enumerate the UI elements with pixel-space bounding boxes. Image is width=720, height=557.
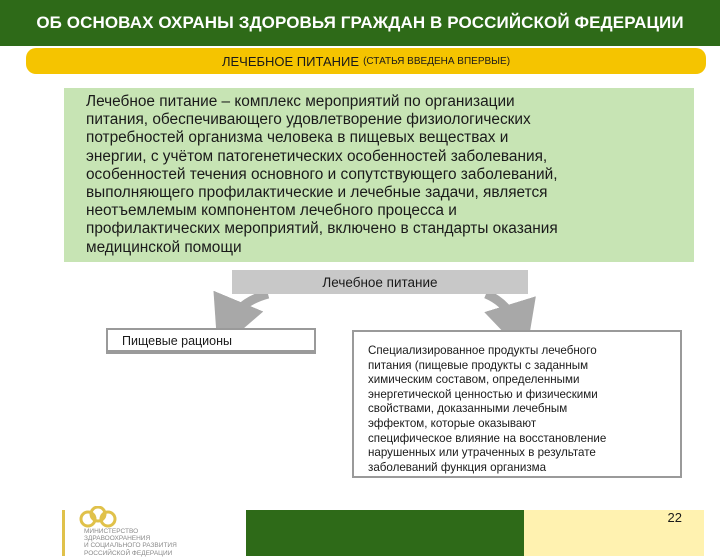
logo-line: И СОЦИАЛЬНОГО РАЗВИТИЯ — [84, 542, 177, 550]
ministry-logo-text — [84, 528, 194, 557]
definition-line: медицинской помощи — [86, 238, 242, 256]
page-number: 22 — [667, 510, 682, 525]
definition-line: профилактических мероприятий, включено в стандарты оказания — [86, 220, 558, 238]
definition-line: потребностей организма человека в пищевых веществах и — [86, 129, 509, 147]
diagram-root-box — [232, 270, 528, 294]
diagram-left-label: Пищевые рационы — [122, 334, 232, 348]
definition-line: особенностей течения основного и сопутствующего заболеваний, — [86, 165, 558, 183]
logo-line: ЗДРАВООХРАНЕНИЯ — [84, 535, 151, 543]
diagram-right-line: химическим составом, определенными — [368, 373, 580, 387]
diagram-root-label: Лечебное питание — [322, 274, 438, 290]
definition-line: Лечебное питание – комплекс мероприятий по организации — [86, 93, 515, 110]
definition-line: питания, обеспечивающего удовлетворение физиологических — [86, 111, 531, 129]
diagram-right-line: питания (пищевые продукты с заданным — [368, 358, 589, 372]
diagram-right-line: заболеваний функция организма — [368, 460, 547, 474]
footer-accent-bar — [62, 510, 65, 556]
section-title: ЛЕЧЕБНОЕ ПИТАНИЕ — [221, 53, 360, 69]
diagram-right-box — [352, 330, 682, 478]
diagram-right-line: Специализированное продукты лечебного — [368, 344, 597, 357]
diagram-right-line: свойствами, доказанными лечебным — [368, 402, 568, 416]
logo-line: МИНИСТЕРСТВО — [84, 528, 139, 535]
definition-line: выполняющего профилактические и лечебные задачи, является — [86, 184, 548, 202]
diagram-right-line: специфическое влияние на восстановление — [368, 431, 607, 445]
arrow-left — [228, 294, 268, 326]
definition-line: неотъемлемым компонентом лечебного процесса и — [86, 202, 457, 220]
diagram-right-line: энергетической ценностью и физическими — [368, 387, 598, 401]
definition-line: энергии, с учётом патогенетических особенностей заболевания, — [86, 147, 548, 165]
diagram-right-line: нарушенных или утраченных в результате — [368, 446, 596, 460]
logo-line: РОССИЙСКОЙ ФЕДЕРАЦИИ — [84, 549, 173, 557]
diagram-right-line: эффектом, которые оказывают — [368, 416, 537, 430]
slide-title: ОБ ОСНОВАХ ОХРАНЫ ЗДОРОВЬЯ ГРАЖДАН В РОССИЙСКОЙ ФЕДЕРАЦИИ — [36, 13, 684, 32]
diagram-left-box — [106, 328, 316, 354]
footer-green-block — [246, 510, 524, 556]
section-note: (СТАТЬЯ ВВЕДЕНА ВПЕРВЫЕ) — [363, 55, 511, 67]
arrow-right — [486, 294, 518, 330]
